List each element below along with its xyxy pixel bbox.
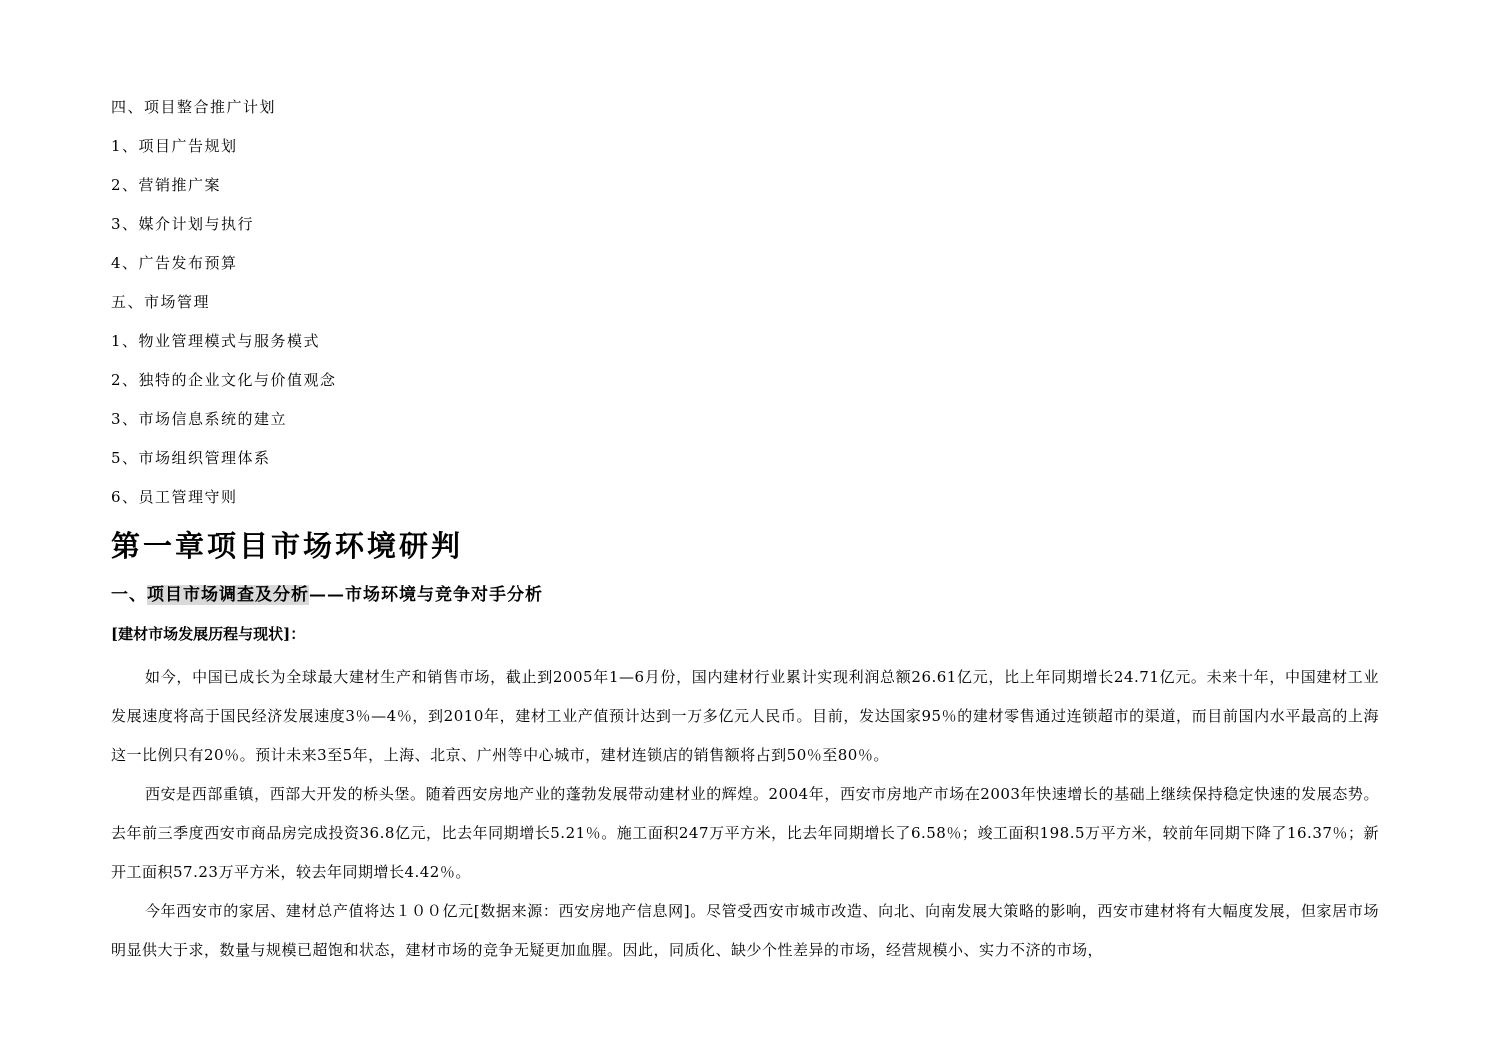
toc-item: 3、市场信息系统的建立 [111, 410, 288, 428]
toc-item: 1、物业管理模式与服务模式 [111, 332, 321, 350]
section-highlighted-text: 项目市场调查及分析 [147, 585, 309, 605]
paragraph: 西安是西部重镇，西部大开发的桥头堡。随着西安房地产业的蓬勃发展带动建材业的辉煌。2004年，西安市房地产市场在2003年快速增长的基础上继续保持稳定快速的发展态势。去年前三季度西安市商品房完成投资36.8亿元，比去年同期增长5.21％。施工面积247万平方米，比去年同期增长了6.58％；竣工面积198.5万平方米，较前年同期下降了16.37％；新开工面积57.23万平方米，较去年同期增长4.42％。 [111, 785, 1379, 881]
sub-heading: [建材市场发展历程与现状]： [111, 625, 306, 643]
chapter-title: 第一章项目市场环境研判 [111, 529, 464, 563]
toc-item: 2、独特的企业文化与价值观念 [111, 371, 337, 389]
toc-item: 2、营销推广案 [111, 176, 222, 194]
toc-item: 4、广告发布预算 [111, 254, 238, 272]
toc-item: 3、媒介计划与执行 [111, 215, 255, 233]
toc-item: 1、项目广告规划 [111, 137, 238, 155]
toc-item: 6、员工管理守则 [111, 488, 238, 506]
paragraph: 今年西安市的家居、建材总产值将达１００亿元[数据来源：西安房地产信息网]。尽管受西安市城市改造、向北、向南发展大策略的影响，西安市建材将有大幅度发展，但家居市场明显供大于求，数量与规模已超饱和状态，建材市场的竞争无疑更加血腥。因此，同质化、缺少个性差异的市场，经营规模小、实力不济的市场， [111, 902, 1379, 959]
body-text [111, 658, 1379, 970]
section-prefix: 一、 [111, 585, 147, 605]
toc-item: 四、项目整合推广计划 [111, 98, 277, 116]
table-of-contents [111, 95, 711, 524]
section-suffix: ——市场环境与竞争对手分析 [309, 585, 543, 605]
toc-item: 5、市场组织管理体系 [111, 449, 271, 467]
paragraph: 如今，中国已成长为全球最大建材生产和销售市场，截止到2005年1—6月份，国内建材行业累计实现利润总额26.61亿元，比上年同期增长24.71亿元。未来十年，中国建材工业发展速度将高于国民经济发展速度3％—4％，到2010年，建材工业产值预计达到一万多亿元人民币。目前，发达国家95％的建材零售通过连锁超市的渠道，而目前国内水平最高的上海这一比例只有20％。预计未来3至5年，上海、北京、广州等中心城市，建材连锁店的销售额将占到50％至80％。 [111, 668, 1379, 764]
section-title [111, 582, 543, 608]
toc-item: 五、市场管理 [111, 293, 211, 311]
